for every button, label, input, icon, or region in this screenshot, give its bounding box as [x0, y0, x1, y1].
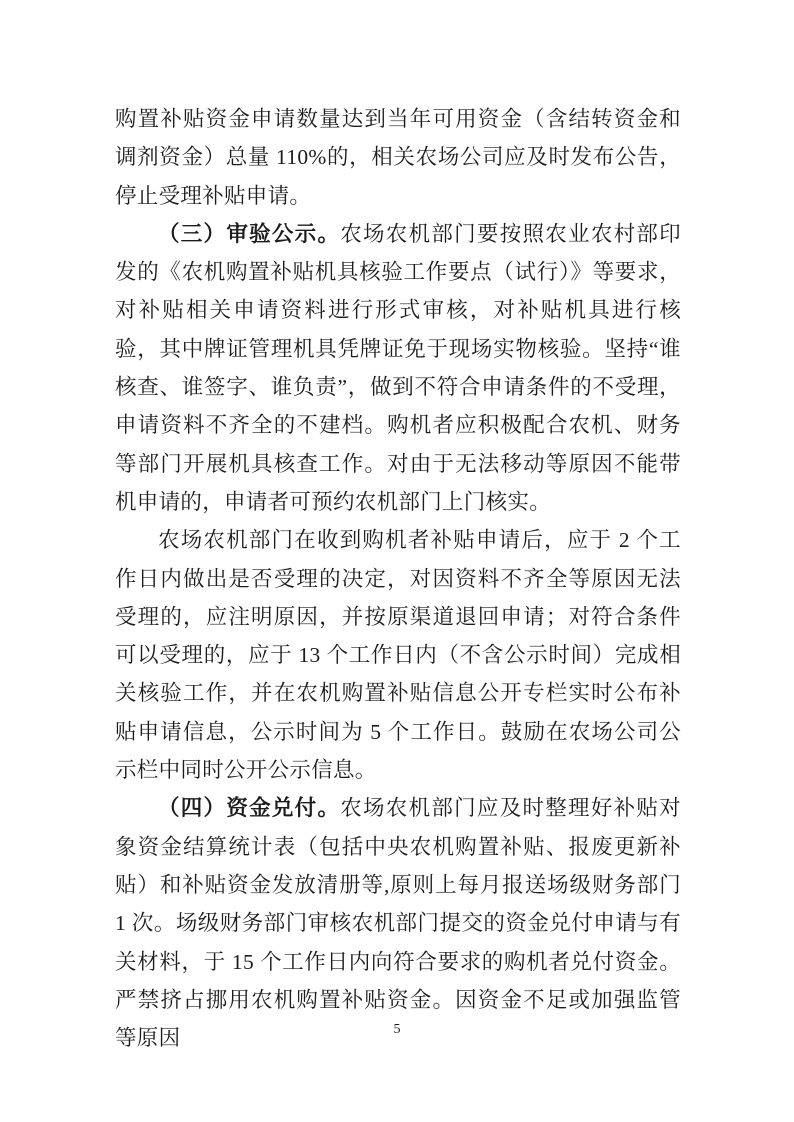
page-number: 5	[393, 1022, 401, 1037]
page-footer	[0, 1022, 794, 1038]
paragraph-processing-times	[115, 521, 681, 789]
paragraph-text: 农场农机部门应及时整理好补贴对象资金结算统计表（包括中央农机购置补贴、报废更新补贴）和补贴资金发放清册等,原则上每月报送场级财务部门 1 次。场级财务部门审核农机部门提交的资金兑付申请与有关材料，于 15 个工作日内向符合要求的购机者兑付资金。严禁挤占挪用农机购置补贴资金。因资金不足或加强监管等原因	[115, 796, 681, 1051]
paragraph-text: 农场农机部门在收到购机者补贴申请后，应于 2 个工作日内做出是否受理的决定，对因资料不齐全等原因无法受理的，应注明原因，并按原渠道退回申请；对符合条件可以受理的，应于 13 个工作日内（不含公示时间）完成相关核验工作，并在农机购置补贴信息公开专栏实时公布补贴申请信息，公示时间为 5 个工作日。鼓励在农场公司公示栏中同时公开公示信息。	[115, 528, 681, 783]
section-heading-4: （四）资金兑付。	[158, 796, 341, 821]
paragraph-continuation	[115, 100, 681, 215]
paragraph-text: 购置补贴资金申请数量达到当年可用资金（含结转资金和调剂资金）总量 110%的，相关农场公司应及时发布公告，停止受理补贴申请。	[115, 107, 681, 208]
document-body	[115, 100, 681, 1057]
section-heading-3: （三）审验公示。	[158, 221, 341, 246]
paragraph-section-4	[115, 789, 681, 1057]
paragraph-text: 农场农机部门要按照农业农村部印发的《农机购置补贴机具核验工作要点（试行）》等要求，对补贴相关申请资料进行形式审核，对补贴机具进行核验，其中牌证管理机具凭牌证免于现场实物核验。坚持“谁核查、谁签字、谁负责”，做到不符合申请条件的不受理，申请资料不齐全的不建档。购机者应积极配合农机、财务等部门开展机具核查工作。对由于无法移动等原因不能带机申请的，申请者可预约农机部门上门核实。	[115, 221, 681, 514]
paragraph-section-3	[115, 215, 681, 521]
